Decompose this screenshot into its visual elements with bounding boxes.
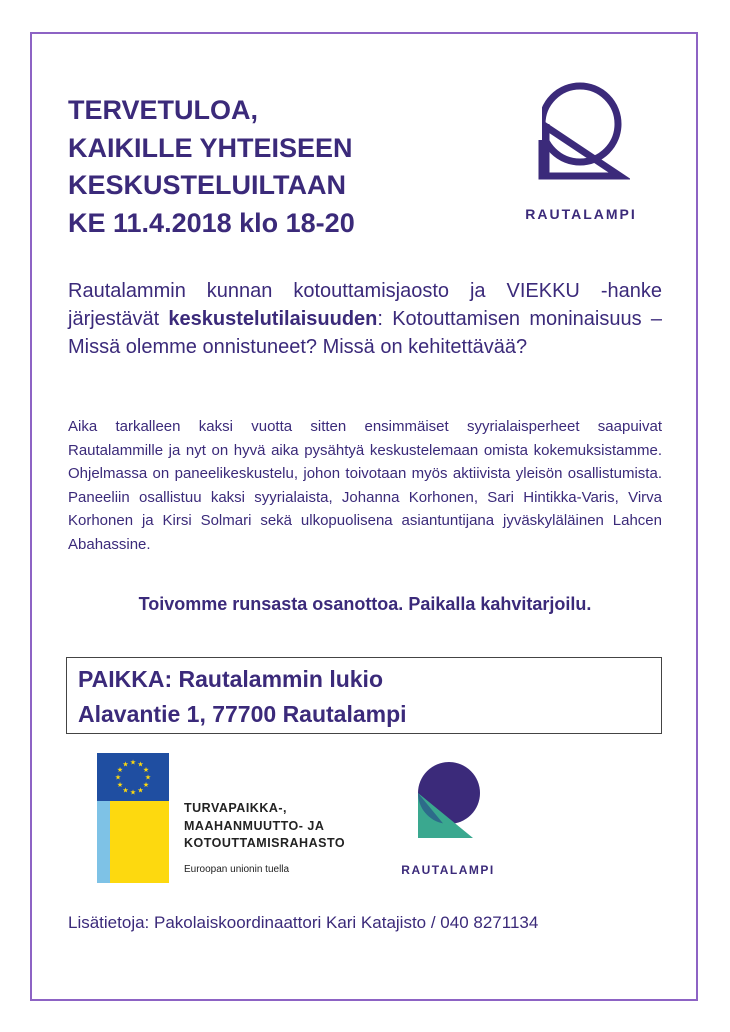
eu-star: ★ xyxy=(142,767,150,774)
eu-flag-icon xyxy=(97,753,169,883)
intro-paragraph xyxy=(68,277,662,361)
eu-star: ★ xyxy=(144,774,152,782)
fund-subtitle: Euroopan unionin tuella xyxy=(184,864,290,875)
rautalampi-logo-bottom xyxy=(388,760,508,880)
eu-star: ★ xyxy=(114,774,122,782)
title-line-1: TERVETULOA, xyxy=(68,95,259,125)
title-date: KE 11.4.2018 klo 18-20 xyxy=(68,207,355,238)
eu-star: ★ xyxy=(142,782,150,789)
fund-title-1: TURVAPAIKKA-, xyxy=(184,801,288,815)
page-title xyxy=(68,92,488,242)
eu-stars-icon xyxy=(97,753,169,801)
eu-star: ★ xyxy=(122,761,129,769)
intro-text-1: Rautalammin kunnan kotouttamisjaosto ja VIEKKU -hanke järjestävät xyxy=(68,280,662,330)
title-line-3: KESKUSTELUILTAAN xyxy=(68,170,346,200)
logo-wordmark-bottom: RAUTALAMPI xyxy=(401,863,495,877)
title-line-2: KAIKILLE YHTEISEEN xyxy=(68,132,353,163)
eu-star: ★ xyxy=(116,767,124,774)
rautalampi-logo xyxy=(506,80,656,230)
location-name: PAIKKA: Rautalammin lukio xyxy=(78,666,383,692)
eu-star: ★ xyxy=(137,787,144,795)
intro-text-2: : Kotouttamisen moninaisuus – Missä olemme onnistuneet? Missä on kehitettävää? xyxy=(68,308,662,358)
eu-star: ★ xyxy=(129,789,137,797)
contact-info: Lisätietoja: Pakolaiskoordinaattori Kari Katajisto / 040 8271134 xyxy=(68,913,539,932)
eu-star: ★ xyxy=(137,761,144,769)
location-box xyxy=(66,657,662,734)
logo-wordmark: RAUTALAMPI xyxy=(525,206,637,222)
fund-title xyxy=(184,800,345,853)
rautalampi-color-logo-icon xyxy=(413,760,483,840)
intro-bold: keskustelutilaisuuden xyxy=(168,308,378,330)
fund-title-3: KOTOUTTAMISRAHASTO xyxy=(184,836,346,850)
eu-star: ★ xyxy=(116,782,124,789)
location-address: Alavantie 1, 77700 Rautalampi xyxy=(78,701,407,727)
fund-title-2: MAAHANMUUTTO- JA xyxy=(184,818,325,833)
body-paragraph: Aika tarkalleen kaksi vuotta sitten ensimmäiset syyrialaisperheet saapuivat Rautalammille ja nyt on hyvä aika pysähtyä keskustelemaan omista kokemuksistamme. Ohjelmassa on paneelikeskustelu, johon toivotaan myös aktiivista yleisön osallistumista. Paneeliin osallistuu kaksi syyrialaista, Johanna Korhonen, Sari Hintikka-Varis, Virva Korhonen ja Kirsi Solmari sekä ulkopuolisena asiantuntijana jyväskyläläinen Lahcen Abahassine. xyxy=(68,418,662,553)
eu-star: ★ xyxy=(122,787,129,795)
rautalampi-logo-icon xyxy=(530,80,630,180)
invitation-line: Toivomme runsasta osanottoa. Paikalla kahvitarjoilu. xyxy=(138,594,592,614)
eu-star: ★ xyxy=(129,759,137,767)
